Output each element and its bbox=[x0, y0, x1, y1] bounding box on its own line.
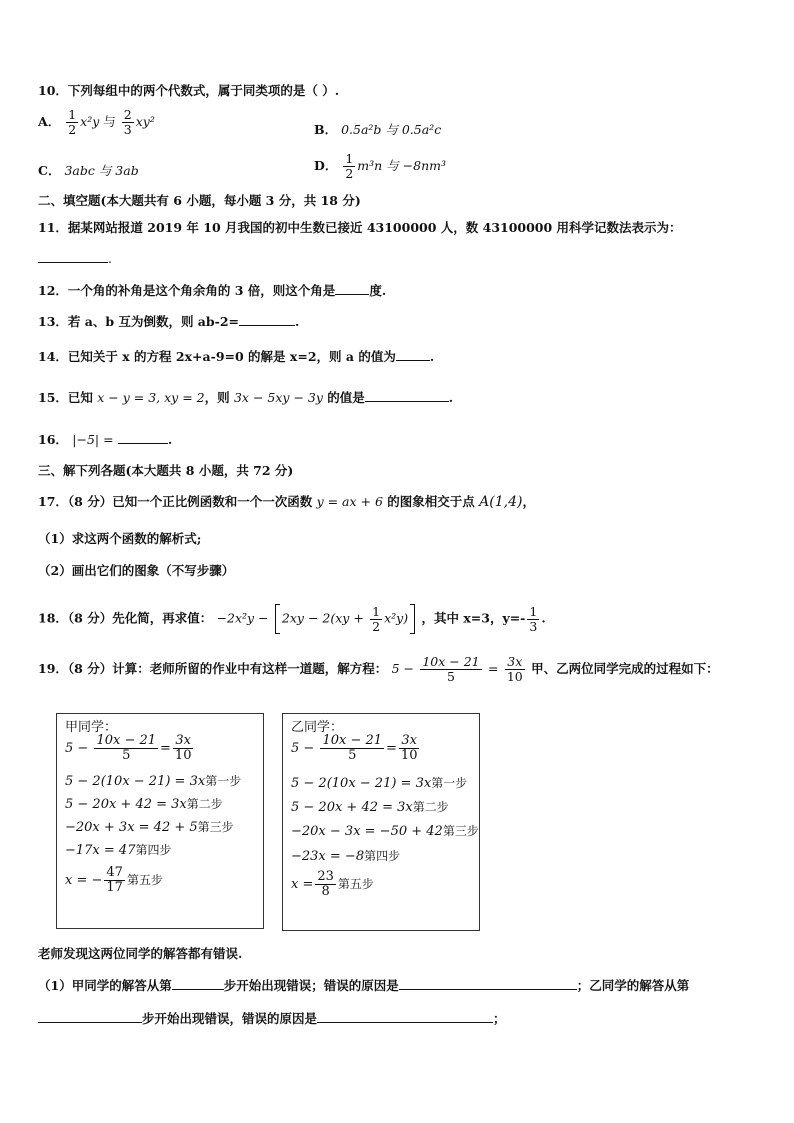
fraction: $\frac{2}{3}$ bbox=[123, 107, 132, 137]
step-row: 5 − 20x + 42 = 3x第二步 bbox=[291, 800, 449, 815]
right-bracket-icon bbox=[410, 604, 415, 634]
step-row: −17x = 47第四步 bbox=[65, 843, 172, 858]
q17-part1: （1）求这两个函数的解析式; bbox=[38, 531, 202, 546]
q10-option-d bbox=[314, 152, 446, 181]
fraction: $\frac{1}{2}$ bbox=[68, 107, 77, 137]
fraction: $\frac{10x - 21}{5}$ bbox=[322, 733, 383, 763]
expression: |−5| = bbox=[72, 432, 114, 447]
answer-blank[interactable] bbox=[396, 348, 430, 361]
q13-text: 13．若 a、b 互为倒数，则 ab-2= . bbox=[38, 314, 300, 329]
q15-text: 15．已知 x − y = 3, xy = 2，则 3x − 5xy − 3y 的值是 . bbox=[38, 390, 454, 405]
q10-option-c bbox=[38, 161, 139, 179]
q14-text: 14．已知关于 x 的方程 2x+a-9=0 的解是 x=2，则 a 的值为 . bbox=[38, 349, 435, 364]
fraction: $\frac{3x}{10}$ bbox=[400, 733, 418, 763]
expression: 5 − bbox=[391, 661, 414, 676]
step-row: 5 − $\frac{10x - 21}{5}$ = $\frac{3x}{10}$ bbox=[65, 733, 192, 763]
expression: A(1,4) bbox=[479, 494, 523, 510]
expression: 3x − 5xy − 3y bbox=[233, 390, 323, 405]
student-jia-solution-box bbox=[56, 713, 264, 929]
expression: m³n 与 −8nm³ bbox=[357, 158, 446, 173]
fraction: $\frac{10x - 21}{5}$ bbox=[96, 733, 157, 763]
expression: 2xy − 2(xy + bbox=[281, 610, 364, 626]
box-title: 乙同学： bbox=[291, 720, 344, 735]
answer-blank[interactable] bbox=[399, 977, 577, 990]
expression: y = ax + 6 bbox=[316, 494, 383, 509]
step-row: x = $\frac{23}{8}$ 第五步 bbox=[291, 869, 374, 899]
expression: 0.5a²b 与 0.5a²c bbox=[341, 122, 442, 137]
fraction: $\frac{47}{17}$ bbox=[106, 865, 123, 895]
option-label: B． bbox=[314, 122, 338, 137]
answer-blank[interactable] bbox=[317, 1010, 493, 1023]
step-row: 5 − 2(10x − 21) = 3x第一步 bbox=[65, 774, 242, 789]
connector: 与 bbox=[103, 114, 116, 129]
q16-text: 16． |−5| = . bbox=[38, 432, 173, 447]
fraction: $\frac{10x - 21}{5}$ bbox=[422, 654, 480, 684]
answer-blank[interactable] bbox=[118, 431, 168, 444]
answer-blank[interactable] bbox=[239, 313, 295, 326]
fraction: $\frac{3x}{10}$ bbox=[174, 733, 192, 763]
answer-blank[interactable] bbox=[172, 977, 224, 990]
section-3-title: 三、解下列各题(本大题共 8 小题，共 72 分) bbox=[38, 463, 294, 478]
step-row: 5 − 20x + 42 = 3x第二步 bbox=[65, 797, 223, 812]
q19-note: 老师发现这两位同学的解答都有错误. bbox=[38, 946, 243, 961]
fraction: $\frac{1}{2}$ bbox=[345, 151, 354, 181]
q11-text: 11．据某网站报道 2019 年 10 月我国的初中生数已接近 43100000 人，数 43100000 用科学记数法表示为： bbox=[38, 220, 682, 235]
expression: 3abc 与 3ab bbox=[64, 163, 139, 178]
expression: xy² bbox=[135, 114, 155, 129]
expression: x²y bbox=[80, 114, 100, 129]
option-label: D． bbox=[314, 158, 338, 173]
fraction: $\frac{23}{8}$ bbox=[317, 869, 334, 899]
q10-option-a bbox=[38, 108, 155, 137]
q11-answer: . bbox=[38, 250, 112, 268]
answer-blank[interactable] bbox=[38, 250, 108, 263]
step-row: 5 − 2(10x − 21) = 3x第一步 bbox=[291, 776, 468, 791]
q10-stem: 10．下列每组中的两个代数式，属于同类项的是（ ）. bbox=[38, 83, 340, 98]
step-row: −20x − 3x = −50 + 42第三步 bbox=[291, 824, 479, 839]
fraction: $\frac{3x}{10}$ bbox=[506, 654, 523, 684]
step-row: −23x = −8第四步 bbox=[291, 849, 401, 864]
step-row: −20x + 3x = 42 + 5第三步 bbox=[65, 820, 234, 835]
expression: x − y = 3, xy = 2 bbox=[97, 390, 205, 405]
step-row: x = − $\frac{47}{17}$ 第五步 bbox=[65, 865, 163, 895]
q19-part1-cont: 步开始出现错误，错误的原因是 ； bbox=[38, 1010, 506, 1028]
q19-stem: 19．（8 分）计算：老师所留的作业中有这样一道题，解方程： 5 − $\frac{10x - 21}{5}$ = $\frac{3x}{10}$ 甲、乙两位同学完成的过程如下： bbox=[38, 654, 719, 684]
section-2-title: 二、填空题(本大题共有 6 小题，每小题 3 分，共 18 分) bbox=[38, 193, 361, 208]
option-label: C． bbox=[38, 163, 61, 178]
left-bracket-icon bbox=[275, 604, 280, 634]
step-row: 5 − $\frac{10x - 21}{5}$ = $\frac{3x}{10}$ bbox=[291, 733, 418, 763]
answer-blank[interactable] bbox=[38, 1010, 142, 1023]
q10-option-b bbox=[314, 120, 441, 138]
option-label: A． bbox=[38, 114, 61, 129]
q17-part2: （2）画出它们的图象（不写步骤） bbox=[38, 563, 235, 578]
q12-text: 12．一个角的补角是这个角余角的 3 倍，则这个角是 度. bbox=[38, 283, 387, 298]
expression: −2x²y − bbox=[216, 610, 269, 626]
q18-text: 18．（8 分）先化简，再求值： −2x²y − 2xy − 2(xy + $\frac{1}{2}$ x²y) ，其中 x=3，y=- $\frac{1}{3}$ . bbox=[38, 603, 546, 634]
q19-part1: （1）甲同学的解答从第 步开始出现错误；错误的原因是 ；乙同学的解答从第 bbox=[38, 978, 690, 993]
fraction: $\frac{1}{2}$ bbox=[372, 603, 381, 634]
q17-stem: 17．（8 分）已知一个正比例函数和一个一次函数 y = ax + 6 的图象相交于点 A(1,4)， bbox=[38, 494, 535, 510]
expression: x²y) bbox=[384, 610, 409, 626]
fraction: $\frac{1}{3}$ bbox=[529, 603, 538, 634]
box-title: 甲同学： bbox=[65, 720, 118, 735]
student-yi-solution-box bbox=[282, 713, 480, 931]
answer-blank[interactable] bbox=[335, 282, 369, 295]
answer-blank[interactable] bbox=[365, 389, 449, 402]
